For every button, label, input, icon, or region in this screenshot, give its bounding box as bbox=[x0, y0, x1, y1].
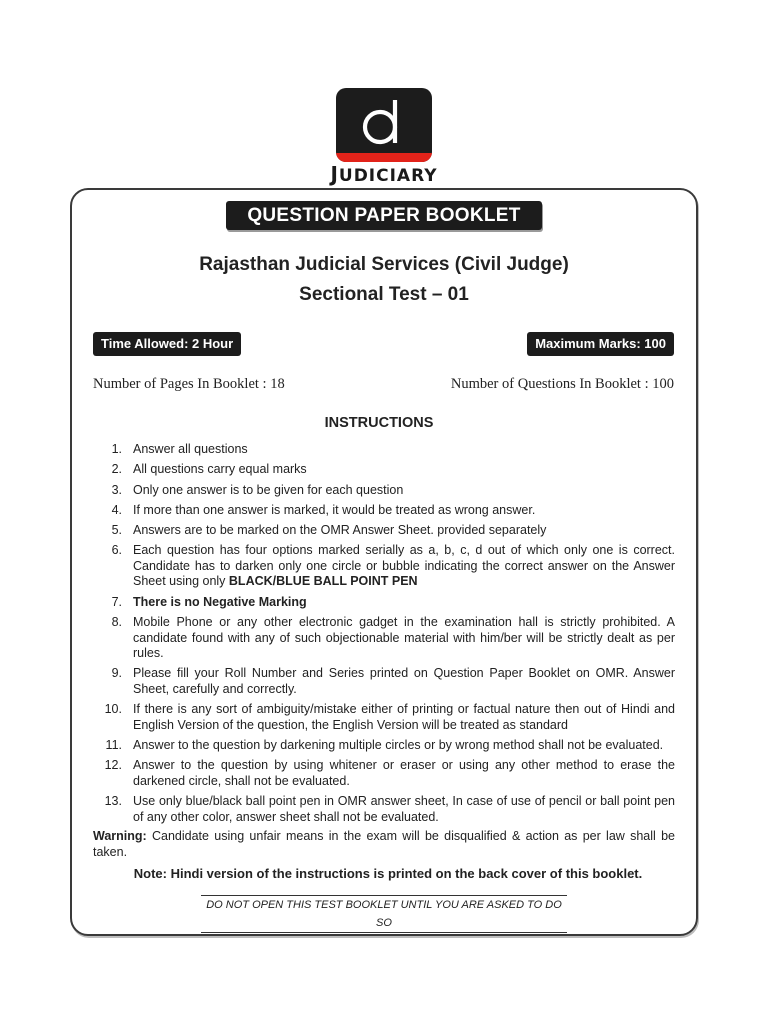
item-number: 9. bbox=[111, 666, 122, 681]
do-not-open-notice: DO NOT OPEN THIS TEST BOOKLET UNTIL YOU ARE ASKED TO DO SO bbox=[201, 895, 567, 933]
logo-red-bar bbox=[336, 153, 432, 162]
item-text: Answer all questions bbox=[133, 442, 248, 456]
item-text: Only one answer is to be given for each question bbox=[133, 482, 404, 497]
list-item bbox=[93, 702, 675, 733]
max-marks-badge: Maximum Marks: 100 bbox=[527, 332, 674, 356]
pages-count: Number of Pages In Booklet : 18 bbox=[93, 376, 285, 392]
booklet-title: QUESTION PAPER BOOKLET bbox=[226, 201, 542, 230]
list-item bbox=[93, 738, 675, 754]
brand-initial: J bbox=[330, 162, 339, 186]
item-number: 6. bbox=[111, 543, 122, 558]
item-number: 2. bbox=[111, 462, 122, 477]
list-item bbox=[93, 523, 675, 539]
item-number: 13. bbox=[104, 794, 122, 809]
item-number: 10. bbox=[104, 702, 122, 717]
item-bold-text: There is no Negative Marking bbox=[133, 594, 307, 609]
item-number: 7. bbox=[111, 594, 122, 609]
list-item bbox=[93, 595, 675, 611]
item-number: 3. bbox=[111, 482, 122, 497]
exam-subtitle: Sectional Test – 01 bbox=[299, 284, 469, 305]
list-item bbox=[93, 666, 675, 697]
item-text: Use only blue/black ball point pen in OMR answer sheet, In case of use of pencil or ball point pen of any other color, answer sheet shall not be evaluated. bbox=[133, 794, 675, 824]
list-item bbox=[93, 794, 675, 825]
list-item bbox=[93, 483, 675, 499]
item-number: 1. bbox=[111, 442, 122, 456]
instructions-heading: INSTRUCTIONS bbox=[324, 415, 434, 431]
item-number: 11. bbox=[105, 737, 122, 752]
brand-rest: UDICIARY bbox=[338, 166, 438, 186]
item-number: 8. bbox=[111, 615, 122, 630]
warning-text bbox=[93, 829, 675, 860]
list-item bbox=[93, 543, 675, 590]
item-text: Answers are to be marked on the OMR Answer Sheet. provided separately bbox=[133, 523, 547, 538]
time-allowed-badge: Time Allowed: 2 Hour bbox=[93, 332, 241, 356]
brand-logo bbox=[336, 88, 432, 162]
item-number: 4. bbox=[111, 502, 122, 517]
item-number: 12. bbox=[104, 758, 122, 773]
item-text: If more than one answer is marked, it would be treated as wrong answer. bbox=[133, 502, 536, 517]
questions-count: Number of Questions In Booklet : 100 bbox=[450, 376, 674, 392]
item-text: Answer to the question by using whitener or eraser or using any other method to erase the darkened circle, shall not be evaluated. bbox=[133, 758, 675, 788]
warning-body: Candidate using unfair means in the exam will be disqualified & action as per law shall be taken. bbox=[93, 829, 675, 859]
exam-title: Rajasthan Judicial Services (Civil Judge) bbox=[199, 254, 569, 275]
list-item bbox=[93, 758, 675, 789]
hindi-note: Note: Hindi version of the instructions is printed on the back cover of this booklet. bbox=[133, 866, 643, 881]
item-bold-text: BLACK/BLUE BALL POINT PEN bbox=[228, 574, 418, 589]
d-letter-icon bbox=[336, 88, 432, 162]
list-item bbox=[93, 442, 675, 458]
item-text: Mobile Phone or any other electronic gadget in the examination hall is strictly prohibited. A candidate found with any of such objectionable material with him/ber will be strictly dealt as per rules. bbox=[133, 615, 675, 661]
item-text: All questions carry equal marks bbox=[133, 462, 307, 477]
item-text: If there is any sort of ambiguity/mistake either of printing or factual nature then out of Hindi and English Version of the question, the English Version will be treated as standard bbox=[133, 702, 675, 732]
instructions-list bbox=[93, 442, 675, 830]
list-item bbox=[93, 462, 675, 478]
warning-label: Warning: bbox=[93, 829, 147, 843]
list-item bbox=[93, 615, 675, 662]
item-text: Each question has four options marked serially as a, b, c, d out of which only one is correct. Candidate has to darken only one circle or bubble indicating the correct answer on the Answer Sheet using only bbox=[133, 543, 675, 589]
brand-name bbox=[0, 162, 768, 186]
item-text: Please fill your Roll Number and Series printed on Question Paper Booklet on OMR. Answer Sheet, carefully and correctly. bbox=[133, 666, 675, 696]
list-item bbox=[93, 503, 675, 519]
item-number: 5. bbox=[111, 523, 122, 538]
item-text: Answer to the question by darkening multiple circles or by wrong method shall not be evaluated. bbox=[133, 737, 664, 752]
